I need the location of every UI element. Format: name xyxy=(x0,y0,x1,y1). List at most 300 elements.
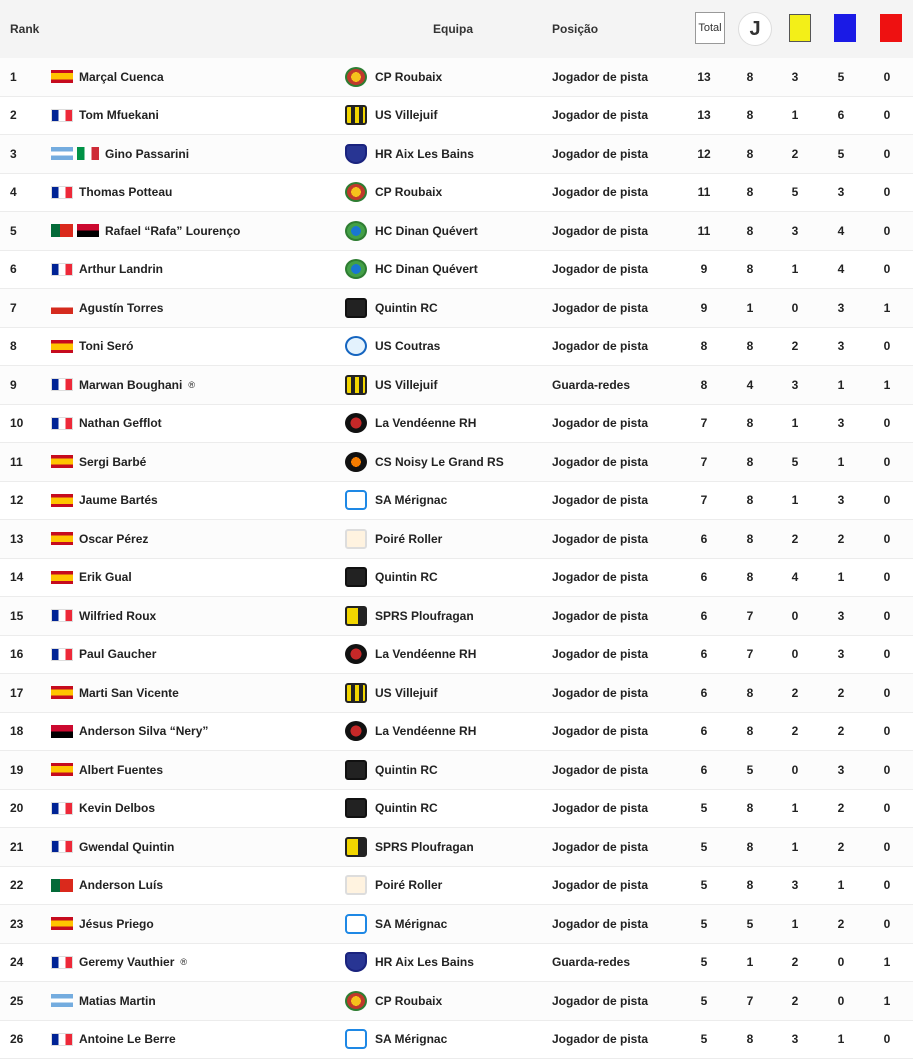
team-name[interactable]: Poiré Roller xyxy=(375,878,442,892)
team-crest-vendeenne-icon xyxy=(345,413,367,433)
yellow-cards-cell: 3 xyxy=(780,878,810,892)
table-row[interactable] xyxy=(0,636,913,675)
red-cards-cell: 0 xyxy=(872,917,902,931)
nationality-flags xyxy=(51,109,73,122)
player-cell[interactable] xyxy=(51,801,161,815)
yellow-cards-cell: 2 xyxy=(780,994,810,1008)
team-name[interactable]: HR Aix Les Bains xyxy=(375,955,474,969)
player-name[interactable]: Agustín Torres xyxy=(79,301,163,315)
games-played-icon[interactable]: J xyxy=(738,12,772,46)
team-name[interactable]: US Villejuif xyxy=(375,686,437,700)
blue-cards-cell: 0 xyxy=(826,994,856,1008)
player-name[interactable]: Antoine Le Berre xyxy=(79,1032,176,1046)
red-cards-cell: 1 xyxy=(872,994,902,1008)
yellow-cards-cell: 1 xyxy=(780,262,810,276)
games-cell: 8 xyxy=(735,686,765,700)
table-row[interactable] xyxy=(0,597,913,636)
player-name[interactable]: Gwendal Quintin xyxy=(79,840,174,854)
player-cell[interactable] xyxy=(51,724,214,738)
table-row[interactable] xyxy=(0,559,913,598)
blue-cards-cell: 2 xyxy=(826,532,856,546)
table-row[interactable] xyxy=(0,289,913,328)
team-name[interactable]: US Villejuif xyxy=(375,378,437,392)
yellow-cards-cell: 3 xyxy=(780,70,810,84)
player-cell[interactable] xyxy=(51,378,195,392)
nationality-flags xyxy=(51,609,73,622)
team-name[interactable]: SA Mérignac xyxy=(375,917,447,931)
games-cell: 8 xyxy=(735,570,765,584)
position-cell: Jogador de pista xyxy=(552,224,648,238)
column-header-position[interactable]: Posição xyxy=(552,22,598,36)
team-crest-poire-icon xyxy=(345,875,367,895)
team-crest-poire-icon xyxy=(345,529,367,549)
flag-fr-icon xyxy=(51,956,73,969)
blue-cards-cell: 2 xyxy=(826,686,856,700)
team-cell[interactable] xyxy=(345,105,437,125)
flag-fr-icon xyxy=(51,417,73,430)
rank-cell: 6 xyxy=(10,262,17,276)
player-cell[interactable] xyxy=(51,647,162,661)
team-cell[interactable] xyxy=(345,1029,447,1049)
team-cell[interactable] xyxy=(345,644,476,664)
nationality-flags xyxy=(51,879,73,892)
player-name[interactable]: Oscar Pérez xyxy=(79,532,148,546)
player-cell[interactable] xyxy=(51,70,170,84)
team-name[interactable]: La Vendéenne RH xyxy=(375,724,476,738)
total-cell: 11 xyxy=(689,185,719,199)
total-cell: 7 xyxy=(689,416,719,430)
red-cards-cell: 0 xyxy=(872,108,902,122)
player-name[interactable]: Albert Fuentes xyxy=(79,763,163,777)
team-cell[interactable] xyxy=(345,490,447,510)
team-crest-roubaix-icon xyxy=(345,67,367,87)
team-crest-quintin-icon xyxy=(345,760,367,780)
red-cards-cell: 0 xyxy=(872,647,902,661)
nationality-flags xyxy=(51,494,73,507)
team-crest-merignac-icon xyxy=(345,914,367,934)
flag-pt-icon xyxy=(51,879,73,892)
red-cards-cell: 0 xyxy=(872,339,902,353)
player-cell[interactable] xyxy=(51,686,185,700)
table-row[interactable] xyxy=(0,982,913,1021)
team-cell[interactable] xyxy=(345,760,438,780)
flag-ao-icon xyxy=(77,224,99,237)
table-row[interactable] xyxy=(0,405,913,444)
team-cell[interactable] xyxy=(345,375,437,395)
blue-cards-cell: 3 xyxy=(826,493,856,507)
total-cell: 9 xyxy=(689,262,719,276)
nationality-flags xyxy=(51,263,73,276)
team-cell[interactable] xyxy=(345,798,438,818)
total-cell: 5 xyxy=(689,840,719,854)
rank-cell: 25 xyxy=(10,994,23,1008)
yellow-cards-cell: 1 xyxy=(780,416,810,430)
team-cell[interactable] xyxy=(345,606,474,626)
team-name[interactable]: Quintin RC xyxy=(375,301,438,315)
nationality-flags xyxy=(51,648,73,661)
team-name[interactable]: CP Roubaix xyxy=(375,70,442,84)
team-crest-dinan-icon xyxy=(345,221,367,241)
games-cell: 8 xyxy=(735,262,765,276)
yellow-cards-cell: 2 xyxy=(780,532,810,546)
blue-cards-cell: 3 xyxy=(826,763,856,777)
flag-ar-icon xyxy=(51,994,73,1007)
total-cell: 6 xyxy=(689,686,719,700)
column-header-rank[interactable]: Rank xyxy=(10,22,39,36)
rank-cell: 1 xyxy=(10,70,17,84)
games-cell: 1 xyxy=(735,955,765,969)
team-crest-aix-icon xyxy=(345,144,367,164)
table-row[interactable] xyxy=(0,135,913,174)
position-cell: Jogador de pista xyxy=(552,108,648,122)
red-cards-cell: 0 xyxy=(872,416,902,430)
games-cell: 8 xyxy=(735,1032,765,1046)
column-header-team[interactable]: Equipa xyxy=(433,22,473,36)
player-cell[interactable] xyxy=(51,570,138,584)
total-cell: 5 xyxy=(689,917,719,931)
player-name[interactable]: Anderson Silva “Nery” xyxy=(79,724,208,738)
team-name[interactable]: SPRS Ploufragan xyxy=(375,840,474,854)
yellow-cards-cell: 2 xyxy=(780,686,810,700)
player-name[interactable]: Anderson Luís xyxy=(79,878,163,892)
red-card-icon[interactable] xyxy=(880,14,902,42)
flag-es-icon xyxy=(51,70,73,83)
flag-es-icon xyxy=(51,532,73,545)
team-cell[interactable] xyxy=(345,914,447,934)
goalkeeper-mark: ® xyxy=(180,957,187,967)
team-name[interactable]: CP Roubaix xyxy=(375,185,442,199)
player-cell[interactable] xyxy=(51,1032,182,1046)
table-row[interactable] xyxy=(0,328,913,367)
player-cell[interactable] xyxy=(51,994,162,1008)
team-cell[interactable] xyxy=(345,529,442,549)
table-row[interactable] xyxy=(0,251,913,290)
flag-fr-icon xyxy=(51,1033,73,1046)
player-cell[interactable] xyxy=(51,917,160,931)
team-crest-noisy-icon xyxy=(345,452,367,472)
blue-cards-cell: 1 xyxy=(826,878,856,892)
table-row[interactable] xyxy=(0,828,913,867)
player-cell[interactable] xyxy=(51,878,169,892)
games-cell: 8 xyxy=(735,455,765,469)
red-cards-cell: 0 xyxy=(872,609,902,623)
position-cell: Jogador de pista xyxy=(552,532,648,546)
flag-it-icon xyxy=(77,147,99,160)
player-cell[interactable] xyxy=(51,416,168,430)
games-cell: 8 xyxy=(735,224,765,238)
table-row[interactable] xyxy=(0,674,913,713)
flag-pt-icon xyxy=(51,224,73,237)
table-row[interactable] xyxy=(0,443,913,482)
team-cell[interactable] xyxy=(345,683,437,703)
player-cell[interactable] xyxy=(51,301,169,315)
position-cell: Jogador de pista xyxy=(552,147,648,161)
team-cell[interactable] xyxy=(345,67,442,87)
team-crest-quintin-icon xyxy=(345,298,367,318)
red-cards-cell: 0 xyxy=(872,840,902,854)
table-row[interactable] xyxy=(0,58,913,97)
blue-cards-cell: 3 xyxy=(826,339,856,353)
team-crest-coutras-icon xyxy=(345,336,367,356)
player-cell[interactable] xyxy=(51,455,152,469)
position-cell: Jogador de pista xyxy=(552,917,648,931)
player-name[interactable]: Jésus Priego xyxy=(79,917,154,931)
player-name[interactable]: Paul Gaucher xyxy=(79,647,156,661)
position-cell: Jogador de pista xyxy=(552,262,648,276)
nationality-flags xyxy=(51,455,73,468)
yellow-cards-cell: 2 xyxy=(780,724,810,738)
blue-cards-cell: 5 xyxy=(826,70,856,84)
team-crest-merignac-icon xyxy=(345,1029,367,1049)
table-row[interactable] xyxy=(0,944,913,983)
blue-cards-cell: 2 xyxy=(826,840,856,854)
rank-cell: 22 xyxy=(10,878,23,892)
flag-cl-icon xyxy=(51,301,73,314)
team-crest-quintin-icon xyxy=(345,798,367,818)
team-cell[interactable] xyxy=(345,221,478,241)
player-cell[interactable] xyxy=(51,339,139,353)
team-name[interactable]: HC Dinan Quévert xyxy=(375,262,478,276)
nationality-flags xyxy=(51,802,73,815)
blue-cards-cell: 4 xyxy=(826,262,856,276)
yellow-cards-cell: 0 xyxy=(780,609,810,623)
table-row[interactable] xyxy=(0,867,913,906)
player-name[interactable]: Nathan Gefflot xyxy=(79,416,162,430)
team-cell[interactable] xyxy=(345,837,474,857)
team-cell[interactable] xyxy=(345,452,504,472)
player-cell[interactable] xyxy=(51,147,195,161)
column-header-total[interactable]: Total xyxy=(695,12,725,44)
player-name[interactable]: Sergi Barbé xyxy=(79,455,146,469)
team-cell[interactable] xyxy=(345,952,474,972)
goalkeeper-mark: ® xyxy=(188,380,195,390)
position-cell: Jogador de pista xyxy=(552,763,648,777)
player-name[interactable]: Erik Gual xyxy=(79,570,132,584)
red-cards-cell: 1 xyxy=(872,301,902,315)
team-cell[interactable] xyxy=(345,182,442,202)
red-cards-cell: 0 xyxy=(872,262,902,276)
flag-ar-icon xyxy=(51,147,73,160)
total-cell: 6 xyxy=(689,763,719,777)
blue-cards-cell: 0 xyxy=(826,955,856,969)
player-cell[interactable] xyxy=(51,955,187,969)
red-cards-cell: 0 xyxy=(872,724,902,738)
table-body xyxy=(0,58,913,1059)
position-cell: Jogador de pista xyxy=(552,70,648,84)
nationality-flags xyxy=(51,532,73,545)
blue-cards-cell: 1 xyxy=(826,455,856,469)
player-name[interactable]: Wilfried Roux xyxy=(79,609,156,623)
player-cell[interactable] xyxy=(51,262,169,276)
team-name[interactable]: HR Aix Les Bains xyxy=(375,147,474,161)
team-cell[interactable] xyxy=(345,336,440,356)
player-cell[interactable] xyxy=(51,532,154,546)
team-crest-roubaix-icon xyxy=(345,991,367,1011)
team-cell[interactable] xyxy=(345,144,474,164)
player-name[interactable]: Thomas Potteau xyxy=(79,185,172,199)
team-name[interactable]: HC Dinan Quévert xyxy=(375,224,478,238)
yellow-cards-cell: 4 xyxy=(780,570,810,584)
flag-ao-icon xyxy=(51,725,73,738)
player-name[interactable]: Toni Seró xyxy=(79,339,133,353)
team-crest-vendeenne-icon xyxy=(345,644,367,664)
team-cell[interactable] xyxy=(345,298,438,318)
player-name[interactable]: Arthur Landrin xyxy=(79,262,163,276)
blue-cards-cell: 6 xyxy=(826,108,856,122)
blue-cards-cell: 3 xyxy=(826,416,856,430)
player-cell[interactable] xyxy=(51,224,246,238)
total-cell: 7 xyxy=(689,493,719,507)
player-name[interactable]: Marti San Vicente xyxy=(79,686,179,700)
team-name[interactable]: US Coutras xyxy=(375,339,440,353)
rank-cell: 19 xyxy=(10,763,23,777)
games-cell: 8 xyxy=(735,878,765,892)
red-cards-cell: 0 xyxy=(872,878,902,892)
total-cell: 8 xyxy=(689,339,719,353)
team-cell[interactable] xyxy=(345,567,438,587)
total-cell: 12 xyxy=(689,147,719,161)
yellow-cards-cell: 2 xyxy=(780,339,810,353)
table-row[interactable] xyxy=(0,905,913,944)
team-crest-merignac-icon xyxy=(345,490,367,510)
yellow-cards-cell: 2 xyxy=(780,147,810,161)
team-name[interactable]: US Villejuif xyxy=(375,108,437,122)
player-name[interactable]: Tom Mfuekani xyxy=(79,108,159,122)
nationality-flags xyxy=(51,1033,73,1046)
team-cell[interactable] xyxy=(345,875,442,895)
position-cell: Guarda-redes xyxy=(552,955,630,969)
games-cell: 8 xyxy=(735,493,765,507)
yellow-cards-cell: 0 xyxy=(780,763,810,777)
yellow-cards-cell: 5 xyxy=(780,185,810,199)
player-cell[interactable] xyxy=(51,840,180,854)
flag-es-icon xyxy=(51,686,73,699)
total-cell: 6 xyxy=(689,724,719,738)
player-name[interactable]: Geremy Vauthier xyxy=(79,955,174,969)
team-name[interactable]: SA Mérignac xyxy=(375,1032,447,1046)
team-name[interactable]: Poiré Roller xyxy=(375,532,442,546)
table-row[interactable] xyxy=(0,482,913,521)
position-cell: Jogador de pista xyxy=(552,609,648,623)
team-crest-aix-icon xyxy=(345,952,367,972)
team-name[interactable]: SA Mérignac xyxy=(375,493,447,507)
player-name[interactable]: Marçal Cuenca xyxy=(79,70,164,84)
team-crest-ploufragan-icon xyxy=(345,837,367,857)
games-cell: 7 xyxy=(735,647,765,661)
blue-card-icon[interactable] xyxy=(834,14,856,42)
table-row[interactable] xyxy=(0,97,913,136)
player-name[interactable]: Gino Passarini xyxy=(105,147,189,161)
rank-cell: 24 xyxy=(10,955,23,969)
team-cell[interactable] xyxy=(345,721,476,741)
games-cell: 8 xyxy=(735,801,765,815)
total-cell: 5 xyxy=(689,955,719,969)
nationality-flags xyxy=(51,994,73,1007)
total-cell: 13 xyxy=(689,108,719,122)
player-cell[interactable] xyxy=(51,185,178,199)
table-row[interactable] xyxy=(0,366,913,405)
team-crest-vendeenne-icon xyxy=(345,721,367,741)
position-cell: Jogador de pista xyxy=(552,416,648,430)
team-cell[interactable] xyxy=(345,413,476,433)
rank-cell: 18 xyxy=(10,724,23,738)
team-name[interactable]: Quintin RC xyxy=(375,763,438,777)
rank-cell: 2 xyxy=(10,108,17,122)
player-name[interactable]: Marwan Boughani xyxy=(79,378,182,392)
table-row[interactable] xyxy=(0,790,913,829)
rank-cell: 15 xyxy=(10,609,23,623)
player-name[interactable]: Rafael “Rafa” Lourenço xyxy=(105,224,240,238)
yellow-cards-cell: 0 xyxy=(780,301,810,315)
blue-cards-cell: 5 xyxy=(826,147,856,161)
table-row[interactable] xyxy=(0,751,913,790)
player-cell[interactable] xyxy=(51,763,169,777)
yellow-cards-cell: 3 xyxy=(780,224,810,238)
position-cell: Jogador de pista xyxy=(552,994,648,1008)
total-cell: 5 xyxy=(689,1032,719,1046)
position-cell: Jogador de pista xyxy=(552,185,648,199)
games-cell: 8 xyxy=(735,108,765,122)
yellow-cards-cell: 1 xyxy=(780,108,810,122)
player-cell[interactable] xyxy=(51,108,165,122)
position-cell: Jogador de pista xyxy=(552,801,648,815)
red-cards-cell: 0 xyxy=(872,763,902,777)
team-name[interactable]: CP Roubaix xyxy=(375,994,442,1008)
total-cell: 9 xyxy=(689,301,719,315)
flag-fr-icon xyxy=(51,802,73,815)
blue-cards-cell: 2 xyxy=(826,917,856,931)
games-cell: 5 xyxy=(735,917,765,931)
table-row[interactable] xyxy=(0,212,913,251)
red-cards-cell: 0 xyxy=(872,570,902,584)
flag-fr-icon xyxy=(51,186,73,199)
total-cell: 6 xyxy=(689,532,719,546)
team-name[interactable]: La Vendéenne RH xyxy=(375,647,476,661)
table-row[interactable] xyxy=(0,520,913,559)
team-cell[interactable] xyxy=(345,991,442,1011)
rank-cell: 14 xyxy=(10,570,23,584)
player-name[interactable]: Jaume Bartés xyxy=(79,493,158,507)
nationality-flags xyxy=(51,417,73,430)
player-name[interactable]: Kevin Delbos xyxy=(79,801,155,815)
table-row[interactable] xyxy=(0,174,913,213)
team-name[interactable]: SPRS Ploufragan xyxy=(375,609,474,623)
player-cell[interactable] xyxy=(51,493,164,507)
nationality-flags xyxy=(51,378,73,391)
blue-cards-cell: 1 xyxy=(826,570,856,584)
team-name[interactable]: Quintin RC xyxy=(375,570,438,584)
rank-cell: 26 xyxy=(10,1032,23,1046)
rank-cell: 11 xyxy=(10,455,23,469)
flag-fr-icon xyxy=(51,840,73,853)
team-name[interactable]: CS Noisy Le Grand RS xyxy=(375,455,504,469)
player-name[interactable]: Matias Martin xyxy=(79,994,156,1008)
player-cell[interactable] xyxy=(51,609,162,623)
nationality-flags xyxy=(51,571,73,584)
total-cell: 5 xyxy=(689,878,719,892)
red-cards-cell: 1 xyxy=(872,955,902,969)
yellow-card-icon[interactable] xyxy=(789,14,811,42)
nationality-flags xyxy=(51,725,73,738)
blue-cards-cell: 4 xyxy=(826,224,856,238)
table-row[interactable] xyxy=(0,1021,913,1059)
team-name[interactable]: Quintin RC xyxy=(375,801,438,815)
table-row[interactable] xyxy=(0,713,913,752)
yellow-cards-cell: 1 xyxy=(780,917,810,931)
flag-es-icon xyxy=(51,763,73,776)
team-name[interactable]: La Vendéenne RH xyxy=(375,416,476,430)
team-cell[interactable] xyxy=(345,259,478,279)
